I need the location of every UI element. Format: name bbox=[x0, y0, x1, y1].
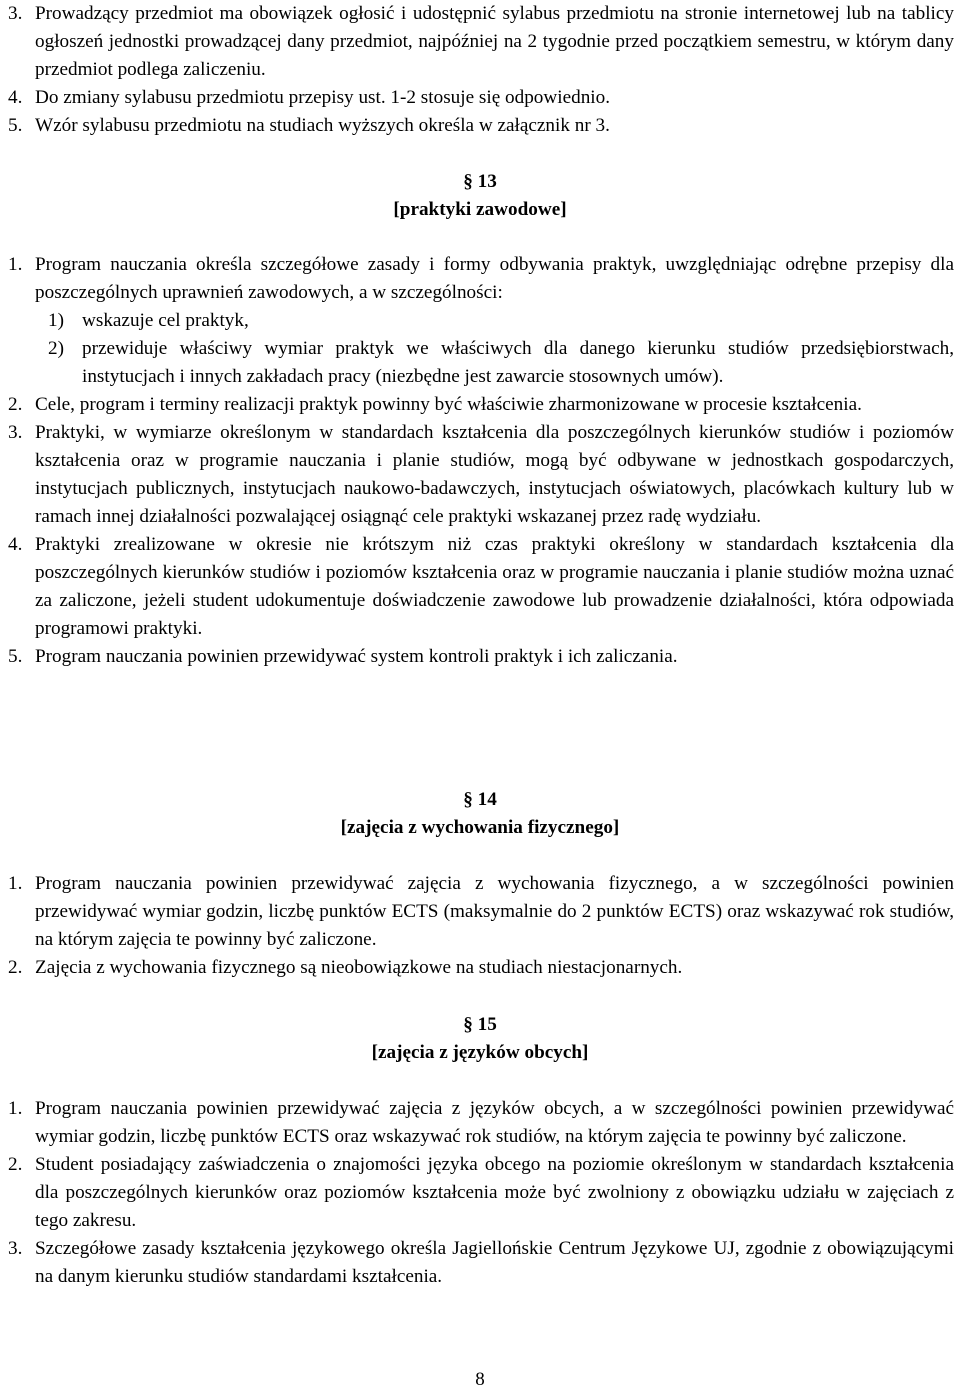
item-text: Szczegółowe zasady kształcenia językowego określa Jagiellońskie Centrum Językowe UJ, zgodnie z obowiązującymi na danym kierunku studiów standardami kształcenia. bbox=[35, 1238, 954, 1287]
item-text: Praktyki, w wymiarze określonym w standardach kształcenia dla poszczególnych kierunków studiów i poziomów kształcenia oraz w programie nauczania i planie studiów, mogą być odbywane w jednostkach gospodarczych, instytucjach publicznych, instytucjach naukowo-badawczych, instytucjach oświatowych, placówkach kultury lub w ramach innej działalności pozwalającej osiągnąć cele praktyki wskazanej przez radę wydziału. bbox=[35, 422, 954, 527]
section-13-heading bbox=[0, 168, 960, 224]
item-text: Program nauczania powinien przewidywać system kontroli praktyk i ich zaliczania. bbox=[35, 646, 678, 667]
item-text: Program nauczania powinien przewidywać zajęcia z języków obcych, a w szczególności powinien przewidywać wymiar godzin, liczbę punktów ECTS oraz wskazywać rok studiów, na którym zajęcia te powinny być zaliczone. bbox=[35, 1098, 954, 1147]
item-number: 2. bbox=[8, 1154, 23, 1175]
item-number: 3. bbox=[8, 422, 23, 443]
item-number: 2. bbox=[8, 394, 23, 415]
item-text: Do zmiany sylabusu przedmiotu przepisy ust. 1-2 stosuje się odpowiednio. bbox=[35, 87, 611, 108]
s14-item-1 bbox=[8, 870, 954, 954]
item-number: 1. bbox=[8, 873, 23, 894]
item-number: 5. bbox=[8, 115, 23, 136]
item-text: Wzór sylabusu przedmiotu na studiach wyższych określa w załącznik nr 3. bbox=[35, 115, 610, 136]
s15-item-3 bbox=[8, 1235, 954, 1291]
item-number: 3. bbox=[8, 3, 23, 24]
section-14-heading bbox=[0, 786, 960, 842]
item-text: Student posiadający zaświadczenia o znajomości języka obcego na poziomie określonym w standardach kształcenia dla poszczególnych kierunków oraz poziomów kształcenia może być zwolniony z obowiązku udziału w zajęciach z tego zakresu. bbox=[35, 1154, 954, 1231]
section-13-number: § 13 bbox=[463, 171, 497, 192]
section-13-body bbox=[8, 251, 954, 671]
section-14-body bbox=[8, 870, 954, 982]
s15-item-2 bbox=[8, 1151, 954, 1235]
s13-subitem-2 bbox=[8, 335, 954, 391]
intro-item-4 bbox=[8, 84, 954, 112]
section-14-title: [zajęcia z wychowania fizycznego] bbox=[340, 817, 620, 838]
subitem-number: 2) bbox=[48, 338, 64, 359]
s13-item-1 bbox=[8, 251, 954, 307]
s13-item-4 bbox=[8, 531, 954, 643]
section-13-title: [praktyki zawodowe] bbox=[393, 199, 567, 220]
page-number: 8 bbox=[475, 1369, 485, 1390]
section-15-title: [zajęcia z języków obcych] bbox=[371, 1042, 589, 1063]
item-number: 3. bbox=[8, 1238, 23, 1259]
s13-subitem-1 bbox=[8, 307, 954, 335]
intro-item-3 bbox=[8, 0, 954, 84]
section-15-body bbox=[8, 1095, 954, 1291]
s15-item-1 bbox=[8, 1095, 954, 1151]
item-text: Cele, program i terminy realizacji praktyk powinny być właściwie zharmonizowane w procesie kształcenia. bbox=[35, 394, 862, 415]
s13-item-5 bbox=[8, 643, 954, 671]
subitem-number: 1) bbox=[48, 310, 64, 331]
item-number: 4. bbox=[8, 534, 23, 555]
s13-item-2 bbox=[8, 391, 954, 419]
item-number: 4. bbox=[8, 87, 23, 108]
item-text: Program nauczania określa szczegółowe zasady i formy odbywania praktyk, uwzględniając odrębne przepisy dla poszczególnych uprawnień zawodowych, a w szczególności: bbox=[35, 254, 954, 303]
section-15-heading bbox=[0, 1011, 960, 1067]
item-number: 2. bbox=[8, 957, 23, 978]
section-15-number: § 15 bbox=[463, 1014, 497, 1035]
subitem-text: przewiduje właściwy wymiar praktyk we właściwych dla danego kierunku studiów przedsiębiorstwach, instytucjach i innych zakładach pracy (niezbędne jest zawarcie stosownych umów). bbox=[82, 338, 954, 387]
intro-block bbox=[8, 0, 954, 140]
item-text: Zajęcia z wychowania fizycznego są nieobowiązkowe na studiach niestacjonarnych. bbox=[35, 957, 683, 978]
item-number: 1. bbox=[8, 1098, 23, 1119]
item-number: 5. bbox=[8, 646, 23, 667]
section-14-number: § 14 bbox=[463, 789, 497, 810]
s13-item-3 bbox=[8, 419, 954, 531]
s14-item-2 bbox=[8, 954, 954, 982]
item-text: Program nauczania powinien przewidywać zajęcia z wychowania fizycznego, a w szczególności powinien przewidywać wymiar godzin, liczbę punktów ECTS (maksymalnie do 2 punktów ECTS) oraz wskazywać rok studiów, na którym zajęcia te powinny być zaliczone. bbox=[35, 873, 954, 950]
item-number: 1. bbox=[8, 254, 23, 275]
intro-item-5 bbox=[8, 112, 954, 140]
item-text: Prowadzący przedmiot ma obowiązek ogłosić i udostępnić sylabus przedmiotu na stronie internetowej lub na tablicy ogłoszeń jednostki prowadzącej dany przedmiot, najpóźniej na 2 tygodnie przed początkiem semestru, w którym dany przedmiot podlega zaliczeniu. bbox=[35, 3, 954, 80]
subitem-text: wskazuje cel praktyk, bbox=[82, 310, 249, 331]
item-text: Praktyki zrealizowane w okresie nie krótszym niż czas praktyki określony w standardach kształcenia dla poszczególnych kierunków studiów i poziomów kształcenia oraz w programie nauczania i planie studiów można uznać za zaliczone, jeżeli student udokumentuje doświadczenie zawodowe lub prowadzenie działalności, która odpowiada programowi praktyki. bbox=[35, 534, 954, 639]
